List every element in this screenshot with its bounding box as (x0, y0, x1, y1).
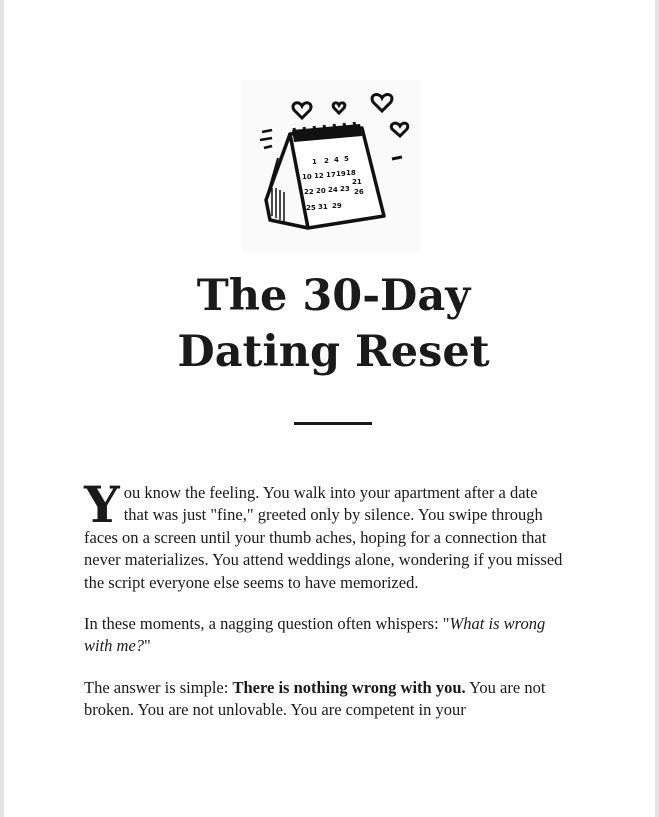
paragraph-2-text: In these moments, a nagging question often whispers: " (84, 614, 450, 634)
svg-text:25: 25 (306, 204, 316, 212)
paragraph-3 (84, 677, 564, 722)
svg-text:19: 19 (336, 170, 346, 178)
paragraph-3-rest: You are not broken. You are not unlovable. You are competent in your (84, 677, 546, 720)
paragraph-2-end: " (144, 636, 151, 656)
svg-text:4: 4 (334, 156, 339, 164)
svg-text:26: 26 (354, 188, 364, 196)
paragraph-3-text: The answer is simple: (84, 677, 233, 697)
svg-text:23: 23 (340, 185, 350, 193)
paragraph-2 (84, 613, 564, 658)
svg-text:20: 20 (316, 187, 326, 195)
document-page (4, 0, 655, 817)
drop-cap: Y (84, 475, 120, 534)
title-line-1: The 30-Day (196, 271, 471, 321)
svg-text:10: 10 (302, 173, 312, 181)
svg-text:24: 24 (328, 186, 338, 194)
page-title (4, 268, 659, 380)
paragraph-2-quote: What is wrong with me? (84, 614, 546, 656)
svg-text:31: 31 (318, 203, 328, 211)
svg-text:21: 21 (352, 178, 362, 186)
svg-text:12: 12 (314, 172, 324, 180)
paragraph-3-emphasis: There is nothing wrong with you. (232, 677, 466, 697)
svg-text:18: 18 (346, 169, 356, 177)
svg-text:22: 22 (304, 188, 314, 196)
svg-text:17: 17 (326, 171, 336, 179)
svg-text:2: 2 (324, 157, 329, 165)
body-text (84, 475, 564, 741)
paragraph-1 (84, 475, 564, 594)
calendar-hearts-icon (242, 80, 420, 252)
svg-text:29: 29 (332, 202, 342, 210)
title-divider (294, 422, 372, 425)
svg-text:5: 5 (344, 155, 349, 163)
title-line-2: Dating Reset (177, 327, 490, 377)
paragraph-1-text: ou know the feeling. You walk into your apartment after a date that was just "fine," greeted only by silence. You swipe through faces on a screen until your thumb aches, hoping for a connection that never materializes. You attend weddings alone, wondering if you missed the script everyone else seems to have memorized. (84, 483, 563, 592)
svg-text:1: 1 (312, 158, 317, 166)
